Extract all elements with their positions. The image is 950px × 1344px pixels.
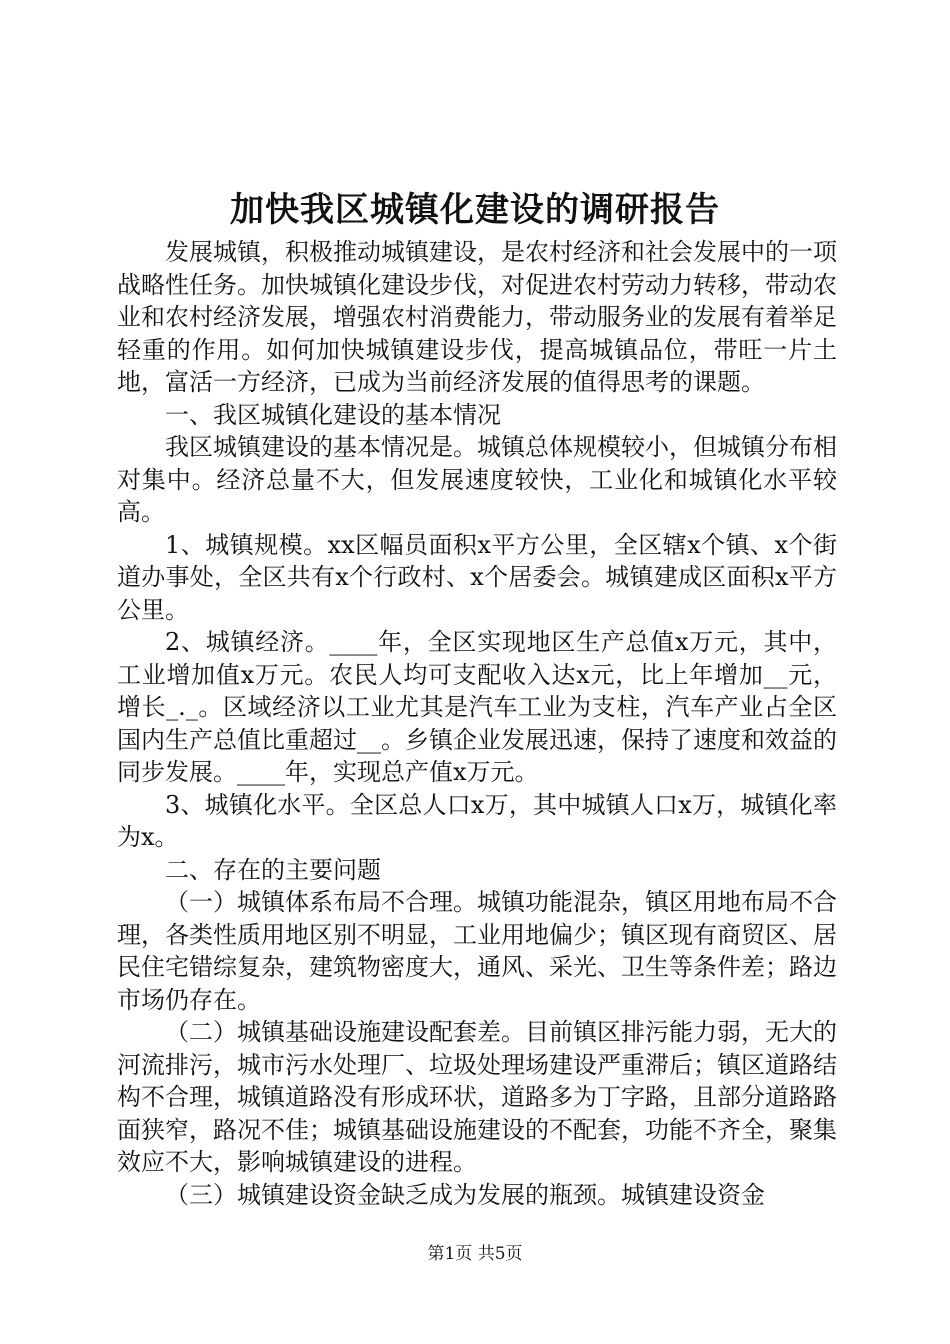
urbanization-level-paragraph: 3、城镇化水平。全区总人口x万，其中城镇人口x万，城镇化率为x。 [117, 790, 837, 851]
page-footer: 第1页 共5页 [427, 1244, 523, 1264]
section-heading-main-problems: 二、存在的主要问题 [165, 855, 381, 884]
section-heading-basic-situation: 一、我区城镇化建设的基本情况 [165, 400, 501, 429]
document-title: 加快我区城镇化建设的调研报告 [230, 190, 720, 230]
intro-paragraph: 发展城镇，积极推动城镇建设，是农村经济和社会发展中的一项战略性任务。加快城镇化建设步伐，对促进农村劳动力转移，带动农业和农村经济发展，增强农村消费能力，带动服务业的发展有着举足轻重的作用。如何加快城镇建设步伐，提高城镇品位，带旺一片土地，富活一方经济，已成为当前经济发展的值得思考的课题。 [117, 238, 837, 396]
problem-layout-paragraph: （一）城镇体系布局不合理。城镇功能混杂，镇区用地布局不合理，各类性质用地区别不明显，工业用地偏少；镇区现有商贸区、居民住宅错综复杂，建筑物密度大，通风、采光、卫生等条件差；路边市场仍存在。 [117, 888, 837, 1014]
problem-infrastructure-paragraph: （二）城镇基础设施建设配套差。目前镇区排污能力弱，无大的河流排污，城市污水处理厂、垃圾处理场建设严重滞后；镇区道路结构不合理，城镇道路没有形成环状，道路多为丁字路，且部分道路路面狭窄，路况不佳；城镇基础设施建设的不配套，功能不齐全，聚集效应不大，影响城镇建设的进程。 [117, 1018, 837, 1176]
town-economy-paragraph: 2、城镇经济。____年，全区实现地区生产总值x万元，其中，工业增加值x万元。农民人均可支配收入达x元，比上年增加__元，增长_._。区域经济以工业尤其是汽车工业为支柱，汽车产业占全区国内生产总值比重超过__。乡镇企业发展迅速，保持了速度和效益的同步发展。____年，实现总产值x万元。 [117, 628, 837, 786]
problem-funding-paragraph: （三）城镇建设资金缺乏成为发展的瓶颈。城镇建设资金 [165, 1180, 765, 1209]
basic-situation-paragraph: 我区城镇建设的基本情况是。城镇总体规模较小，但城镇分布相对集中。经济总量不大，但发展速度较快，工业化和城镇化水平较高。 [117, 433, 837, 526]
town-scale-paragraph: 1、城镇规模。xx区幅员面积x平方公里，全区辖x个镇、x个街道办事处，全区共有x个行政村、x个居委会。城镇建成区面积x平方公里。 [117, 530, 837, 624]
document-body [117, 236, 837, 1211]
